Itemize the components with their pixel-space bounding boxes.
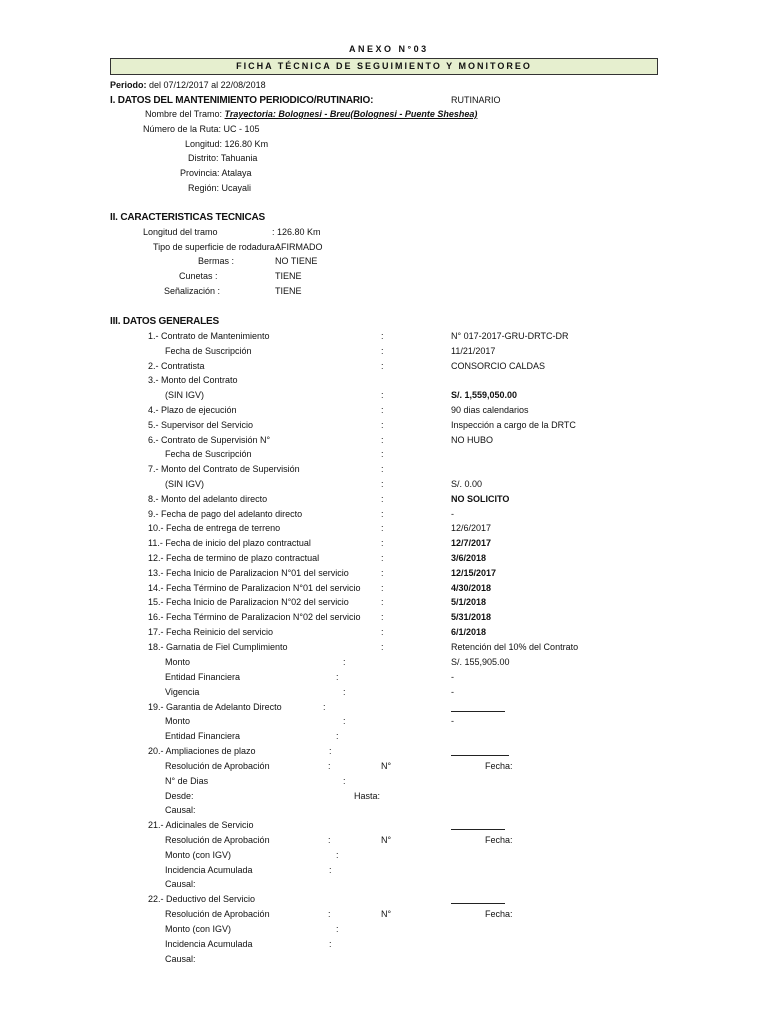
general-row-colon: :	[381, 435, 384, 445]
general-row-label: 16.- Fecha Término de Paralizacion N°02 del servicio	[148, 612, 361, 622]
general-row-colon: :	[381, 390, 384, 400]
general-row-value: -	[451, 509, 454, 519]
tech-value-longitud: : 126.80 Km	[272, 227, 321, 237]
general-row-label: 3.- Monto del Contrato	[148, 375, 238, 385]
general-row-colon: :	[381, 331, 384, 341]
general-row-value: 12/15/2017	[451, 568, 497, 578]
period-value: del 07/12/2017 al 22/08/2018	[149, 80, 266, 90]
g21-monto-label: Monto (con IGV)	[165, 850, 232, 860]
general-row-label: 14.- Fecha Término de Paralizacion N°01 del servicio	[148, 583, 361, 593]
general-row-value: S/. 0.00	[451, 479, 483, 489]
tramo-label: Nombre del Tramo:	[145, 109, 223, 119]
tramo-line	[145, 109, 477, 120]
g22-label: 22.- Deductivo del Servicio	[148, 894, 256, 904]
g21-n-label: N°	[381, 835, 392, 845]
g21-label: 21.- Adicinales de Servicio	[148, 820, 254, 830]
tramo-value: Trayectoria: Bolognesi - Breu(Bolognesi - Puente Sheshea)	[224, 109, 478, 119]
longitud-line: Longitud: 126.80 Km	[185, 139, 269, 149]
tech-label-senalizacion: Señalización :	[164, 286, 221, 296]
general-row-colon: :	[381, 583, 384, 593]
maintenance-type: RUTINARIO	[451, 95, 501, 105]
g21-res-colon: :	[328, 835, 331, 845]
general-row-colon: :	[381, 642, 384, 652]
general-row-label: 13.- Fecha Inicio de Paralizacion N°01 del servicio	[148, 568, 349, 578]
general-row-label: 2.- Contratista	[148, 361, 205, 371]
g18-entidad-colon: :	[336, 672, 339, 682]
general-row-label: 7.- Monto del Contrato de Supervisión	[148, 464, 300, 474]
general-row-colon: :	[381, 627, 384, 637]
general-row-label: 8.- Monto del adelanto directo	[148, 494, 268, 504]
general-row-value: 11/21/2017	[451, 346, 496, 356]
g18-vigencia-value: -	[451, 687, 454, 697]
tech-value-cunetas: TIENE	[275, 271, 302, 281]
g21-incidencia-label: Incidencia Acumulada	[165, 865, 253, 875]
general-row-colon: :	[381, 597, 384, 607]
general-row-value: Inspección a cargo de la DRTC	[451, 420, 576, 430]
g22-fecha-label: Fecha:	[485, 909, 513, 919]
general-row-label: Fecha de Suscripción	[165, 449, 252, 459]
general-row-value: 6/1/2018	[451, 627, 487, 637]
general-row-label: 6.- Contrato de Supervisión N°	[148, 435, 271, 445]
g18-vigencia-label: Vigencia	[165, 687, 200, 697]
general-row-colon: :	[381, 568, 384, 578]
general-row-colon: :	[381, 612, 384, 622]
general-row-colon: :	[381, 361, 384, 371]
g20-res-colon: :	[328, 761, 331, 771]
g19-entidad-label: Entidad Financiera	[165, 731, 241, 741]
general-row-colon: :	[381, 553, 384, 563]
general-row-value: 5/31/2018	[451, 612, 492, 622]
region-line: Región: Ucayali	[188, 183, 252, 193]
g20-colon: :	[329, 746, 332, 756]
g19-colon: :	[323, 702, 326, 712]
period-label: Periodo:	[110, 80, 147, 90]
general-row-value: S/. 1,559,050.00	[451, 390, 518, 400]
g22-res-label: Resolución de Aprobación	[165, 909, 270, 919]
g18-vigencia-colon: :	[343, 687, 346, 697]
general-row-colon: :	[381, 420, 384, 430]
g20-label: 20.- Ampliaciones de plazo	[148, 746, 256, 756]
distrito-line: Distrito: Tahuania	[188, 153, 258, 163]
general-row-value: NO HUBO	[451, 435, 494, 445]
tech-label-superficie: Tipo de superficie de rodadura :	[153, 242, 280, 252]
g21-res-label: Resolución de Aprobación	[165, 835, 270, 845]
section3-heading: III. DATOS GENERALES	[110, 316, 219, 327]
g22-blank-line	[451, 903, 505, 904]
tech-value-senalizacion: TIENE	[275, 286, 302, 296]
ruta-line: Número de la Ruta: UC - 105	[143, 124, 260, 134]
general-row-value: N° 017-2017-GRU-DRTC-DR	[451, 331, 569, 341]
g19-blank-line	[451, 711, 505, 712]
g18-monto-label: Monto	[165, 657, 191, 667]
g20-res-label: Resolución de Aprobación	[165, 761, 270, 771]
general-row-value: 12/6/2017	[451, 523, 492, 533]
general-row-colon: :	[381, 494, 384, 504]
general-row-value: Retención del 10% del Contrato	[451, 642, 579, 652]
g20-blank-line	[451, 755, 509, 756]
period-line	[110, 80, 266, 91]
tech-label-longitud: Longitud del tramo	[143, 227, 218, 237]
general-row-label: 12.- Fecha de termino de plazo contractual	[148, 553, 320, 563]
general-row-label: Fecha de Suscripción	[165, 346, 252, 356]
g18-entidad-value: -	[451, 672, 454, 682]
general-row-label: 11.- Fecha de inicio del plazo contractual	[148, 538, 311, 548]
tech-value-bermas: NO TIENE	[275, 256, 318, 266]
g20-causal-label: Causal:	[165, 805, 196, 815]
general-row-value: 3/6/2018	[451, 553, 487, 563]
form-banner	[110, 58, 658, 75]
g22-n-label: N°	[381, 909, 392, 919]
general-row-label: 5.- Supervisor del Servicio	[148, 420, 254, 430]
section1-heading: I. DATOS DEL MANTENIMIENTO PERIODICO/RUTINARIO:	[110, 95, 374, 106]
g22-incidencia-colon: :	[329, 939, 332, 949]
tech-value-superficie: AFIRMADO	[275, 242, 323, 252]
g20-desde-label: Desde:	[165, 791, 194, 801]
g19-entidad-colon: :	[336, 731, 339, 741]
general-row-value: 12/7/2017	[451, 538, 492, 548]
g20-fecha-label: Fecha:	[485, 761, 513, 771]
g22-res-colon: :	[328, 909, 331, 919]
g20-hasta-label: Hasta:	[354, 791, 381, 801]
general-row-colon: :	[381, 449, 384, 459]
general-row-value: NO SOLICITO	[451, 494, 510, 504]
banner-title: FICHA TÉCNICA DE SEGUIMIENTO Y MONITOREO	[236, 61, 532, 71]
general-row-label: 15.- Fecha Inicio de Paralizacion N°02 del servicio	[148, 597, 349, 607]
provincia-line: Provincia: Atalaya	[180, 168, 252, 178]
general-row-colon: :	[381, 538, 384, 548]
g21-fecha-label: Fecha:	[485, 835, 513, 845]
general-row-colon: :	[381, 405, 384, 415]
general-row-label: 9.- Fecha de pago del adelanto directo	[148, 509, 303, 519]
document-title: ANEXO N°03	[349, 44, 429, 54]
general-row-label: (SIN IGV)	[165, 479, 205, 489]
general-row-label: (SIN IGV)	[165, 390, 205, 400]
g22-causal-label: Causal:	[165, 954, 196, 964]
general-row-label: 17.- Fecha Reinicio del servicio	[148, 627, 274, 637]
g22-incidencia-label: Incidencia Acumulada	[165, 939, 253, 949]
general-row-value: CONSORCIO CALDAS	[451, 361, 546, 371]
general-row-label: 10.- Fecha de entrega de terreno	[148, 523, 281, 533]
general-row-colon: :	[381, 464, 384, 474]
g21-blank-line	[451, 829, 505, 830]
general-row-value: 4/30/2018	[451, 583, 492, 593]
g20-dias-colon: :	[343, 776, 346, 786]
general-row-value: 90 dias calendarios	[451, 405, 529, 415]
general-row-label: 18.- Garnatia de Fiel Cumplimiento	[148, 642, 288, 652]
g20-n-label: N°	[381, 761, 392, 771]
g22-monto-label: Monto (con IGV)	[165, 924, 232, 934]
g20-dias-label: N° de Dias	[165, 776, 209, 786]
tech-label-cunetas: Cunetas :	[179, 271, 218, 281]
general-row-label: 4.- Plazo de ejecución	[148, 405, 237, 415]
g22-monto-colon: :	[336, 924, 339, 934]
g18-monto-value: S/. 155,905.00	[451, 657, 510, 667]
g19-monto-label: Monto	[165, 716, 191, 726]
general-row-colon: :	[381, 523, 384, 533]
section2-heading: II. CARACTERISTICAS TECNICAS	[110, 212, 265, 223]
g21-monto-colon: :	[336, 850, 339, 860]
g18-entidad-label: Entidad Financiera	[165, 672, 241, 682]
tech-label-bermas: Bermas :	[198, 256, 235, 266]
g19-monto-value: -	[451, 716, 454, 726]
general-row-colon: :	[381, 509, 384, 519]
g21-causal-label: Causal:	[165, 879, 196, 889]
general-row-colon: :	[381, 479, 384, 489]
general-row-label: 1.- Contrato de Mantenimiento	[148, 331, 270, 341]
g19-label: 19.- Garantia de Adelanto Directo	[148, 702, 282, 712]
g18-monto-colon: :	[343, 657, 346, 667]
general-row-value: 5/1/2018	[451, 597, 487, 607]
general-row-colon: :	[381, 346, 384, 356]
g21-incidencia-colon: :	[329, 865, 332, 875]
g19-monto-colon: :	[343, 716, 346, 726]
